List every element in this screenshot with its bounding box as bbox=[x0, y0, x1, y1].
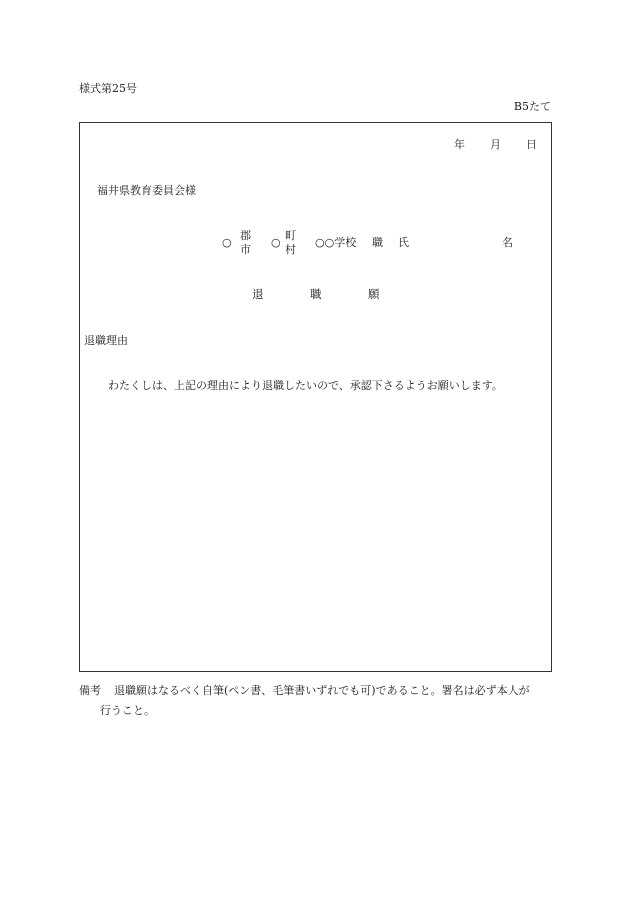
document-title-char: 職 bbox=[310, 287, 322, 301]
gun-label: 郡 bbox=[240, 229, 251, 242]
form-frame bbox=[79, 122, 552, 672]
school-label: ○○学校 bbox=[315, 236, 357, 249]
document-title-char: 願 bbox=[368, 287, 380, 301]
date-month-label: 月 bbox=[490, 138, 501, 151]
position-label: 職 bbox=[372, 236, 383, 249]
gun-shi-stack bbox=[240, 229, 251, 257]
shi-city-label: 市 bbox=[240, 243, 251, 256]
date-day-label: 日 bbox=[526, 138, 537, 151]
machi-mura-stack bbox=[285, 229, 296, 257]
remarks-text-line: 行うこと。 bbox=[100, 704, 155, 717]
date-year-label: 年 bbox=[454, 138, 465, 151]
machi-label: 町 bbox=[285, 229, 296, 242]
remarks-label: 備考 bbox=[79, 684, 101, 697]
placeholder-circle: ○ bbox=[271, 236, 281, 249]
document-title-char: 退 bbox=[252, 287, 264, 301]
given-name-label: 名 bbox=[502, 236, 513, 249]
placeholder-circle: ○ bbox=[222, 236, 232, 249]
surname-label: 氏 bbox=[398, 236, 409, 249]
remarks-text-line: 退職願はなるべく自筆(ペン書、毛筆書いずれでも可)であること。署名は必ず本人が bbox=[114, 684, 530, 697]
reason-label: 退職理由 bbox=[84, 334, 128, 347]
addressee: 福井県教育委員会様 bbox=[97, 184, 196, 197]
paper-size-label: B5たて bbox=[513, 100, 551, 113]
form-number: 様式第25号 bbox=[79, 82, 137, 95]
body-text: わたくしは、上記の理由により退職したいので、承認下さるようお願いします。 bbox=[108, 379, 503, 392]
mura-label: 村 bbox=[285, 243, 296, 256]
